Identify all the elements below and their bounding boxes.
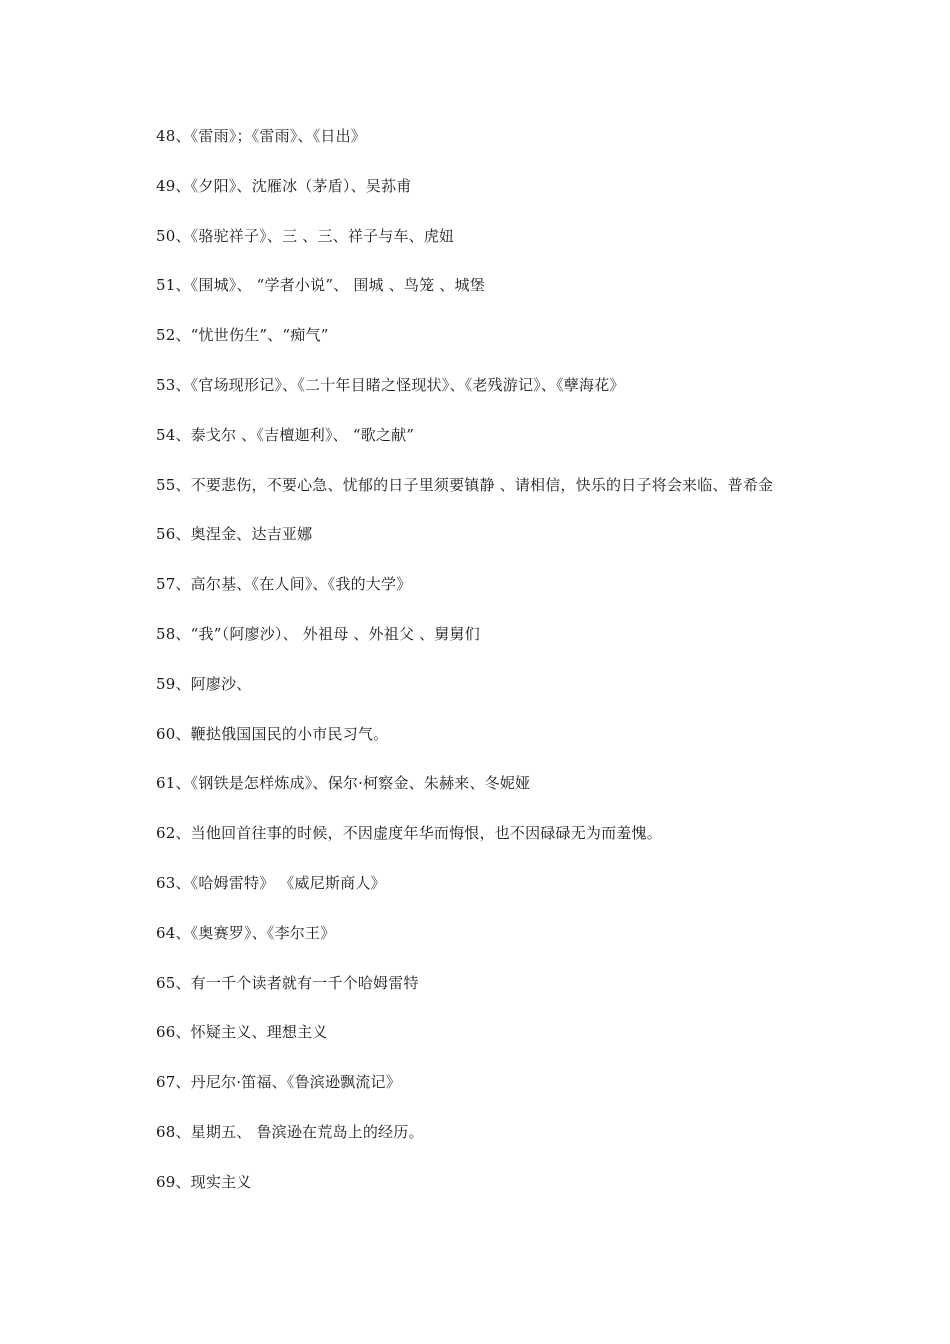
answer-item-61: 61、《钢铁是怎样炼成》、保尔·柯察金、朱赫来、冬妮娅 [156,774,531,793]
answer-item-64: 64、《奥赛罗》、《李尔王》 [156,923,336,942]
answer-item-60: 60、鞭挞俄国国民的小市民习气。 [156,724,389,743]
answer-list [156,123,856,1219]
answer-item-69: 69、现实主义 [156,1172,252,1191]
answer-item-57: 57、高尔基、《在人间》、《我的大学》 [156,575,412,594]
answer-item-59: 59、阿廖沙、 [156,674,252,693]
answer-item-62: 62、当他回首往事的时候，不因虚度年华而悔恨，也不因碌碌无为而羞愧。 [156,824,662,843]
answer-item-48: 48、《雷雨》；《雷雨》、《日出》 [156,127,366,145]
answer-item-54: 54、泰戈尔 、《吉檀迦利》、 “歌之献” [156,425,415,444]
answer-item-53: 53、《官场现形记》、《二十年目睹之怪现状》、《老残游记》、《孽海花》 [156,375,625,394]
answer-item-56: 56、奥涅金、达吉亚娜 [156,525,313,544]
answer-item-65: 65、有一千个读者就有一千个哈姆雷特 [156,973,419,992]
answer-item-51: 51、《围城》、 “学者小说”、 围城 、鸟笼 、城堡 [156,276,485,295]
answer-item-68: 68、星期五、 鲁滨逊在荒岛上的经历。 [156,1122,424,1141]
answer-item-52: 52、“忧世伤生”、“痴气” [156,326,329,345]
answer-item-67: 67、丹尼尔·笛福、《鲁滨逊飘流记》 [156,1073,401,1092]
answer-item-49: 49、《夕阳》、沈雁冰（茅盾）、吴荪甫 [156,176,412,195]
answer-item-50: 50、《骆驼祥子》、三 、三、祥子与车、虎妞 [156,226,455,245]
answer-item-58: 58、“我”（阿廖沙）、 外祖母 、外祖父 、舅舅们 [156,624,480,643]
answer-item-55: 55、不要悲伤，不要心急、忧郁的日子里须要镇静 、请相信，快乐的日子将会来临、普希金 [156,475,774,494]
answer-item-63: 63、《哈姆雷特》 《威尼斯商人》 [156,873,386,892]
answer-item-66: 66、怀疑主义、理想主义 [156,1023,328,1042]
